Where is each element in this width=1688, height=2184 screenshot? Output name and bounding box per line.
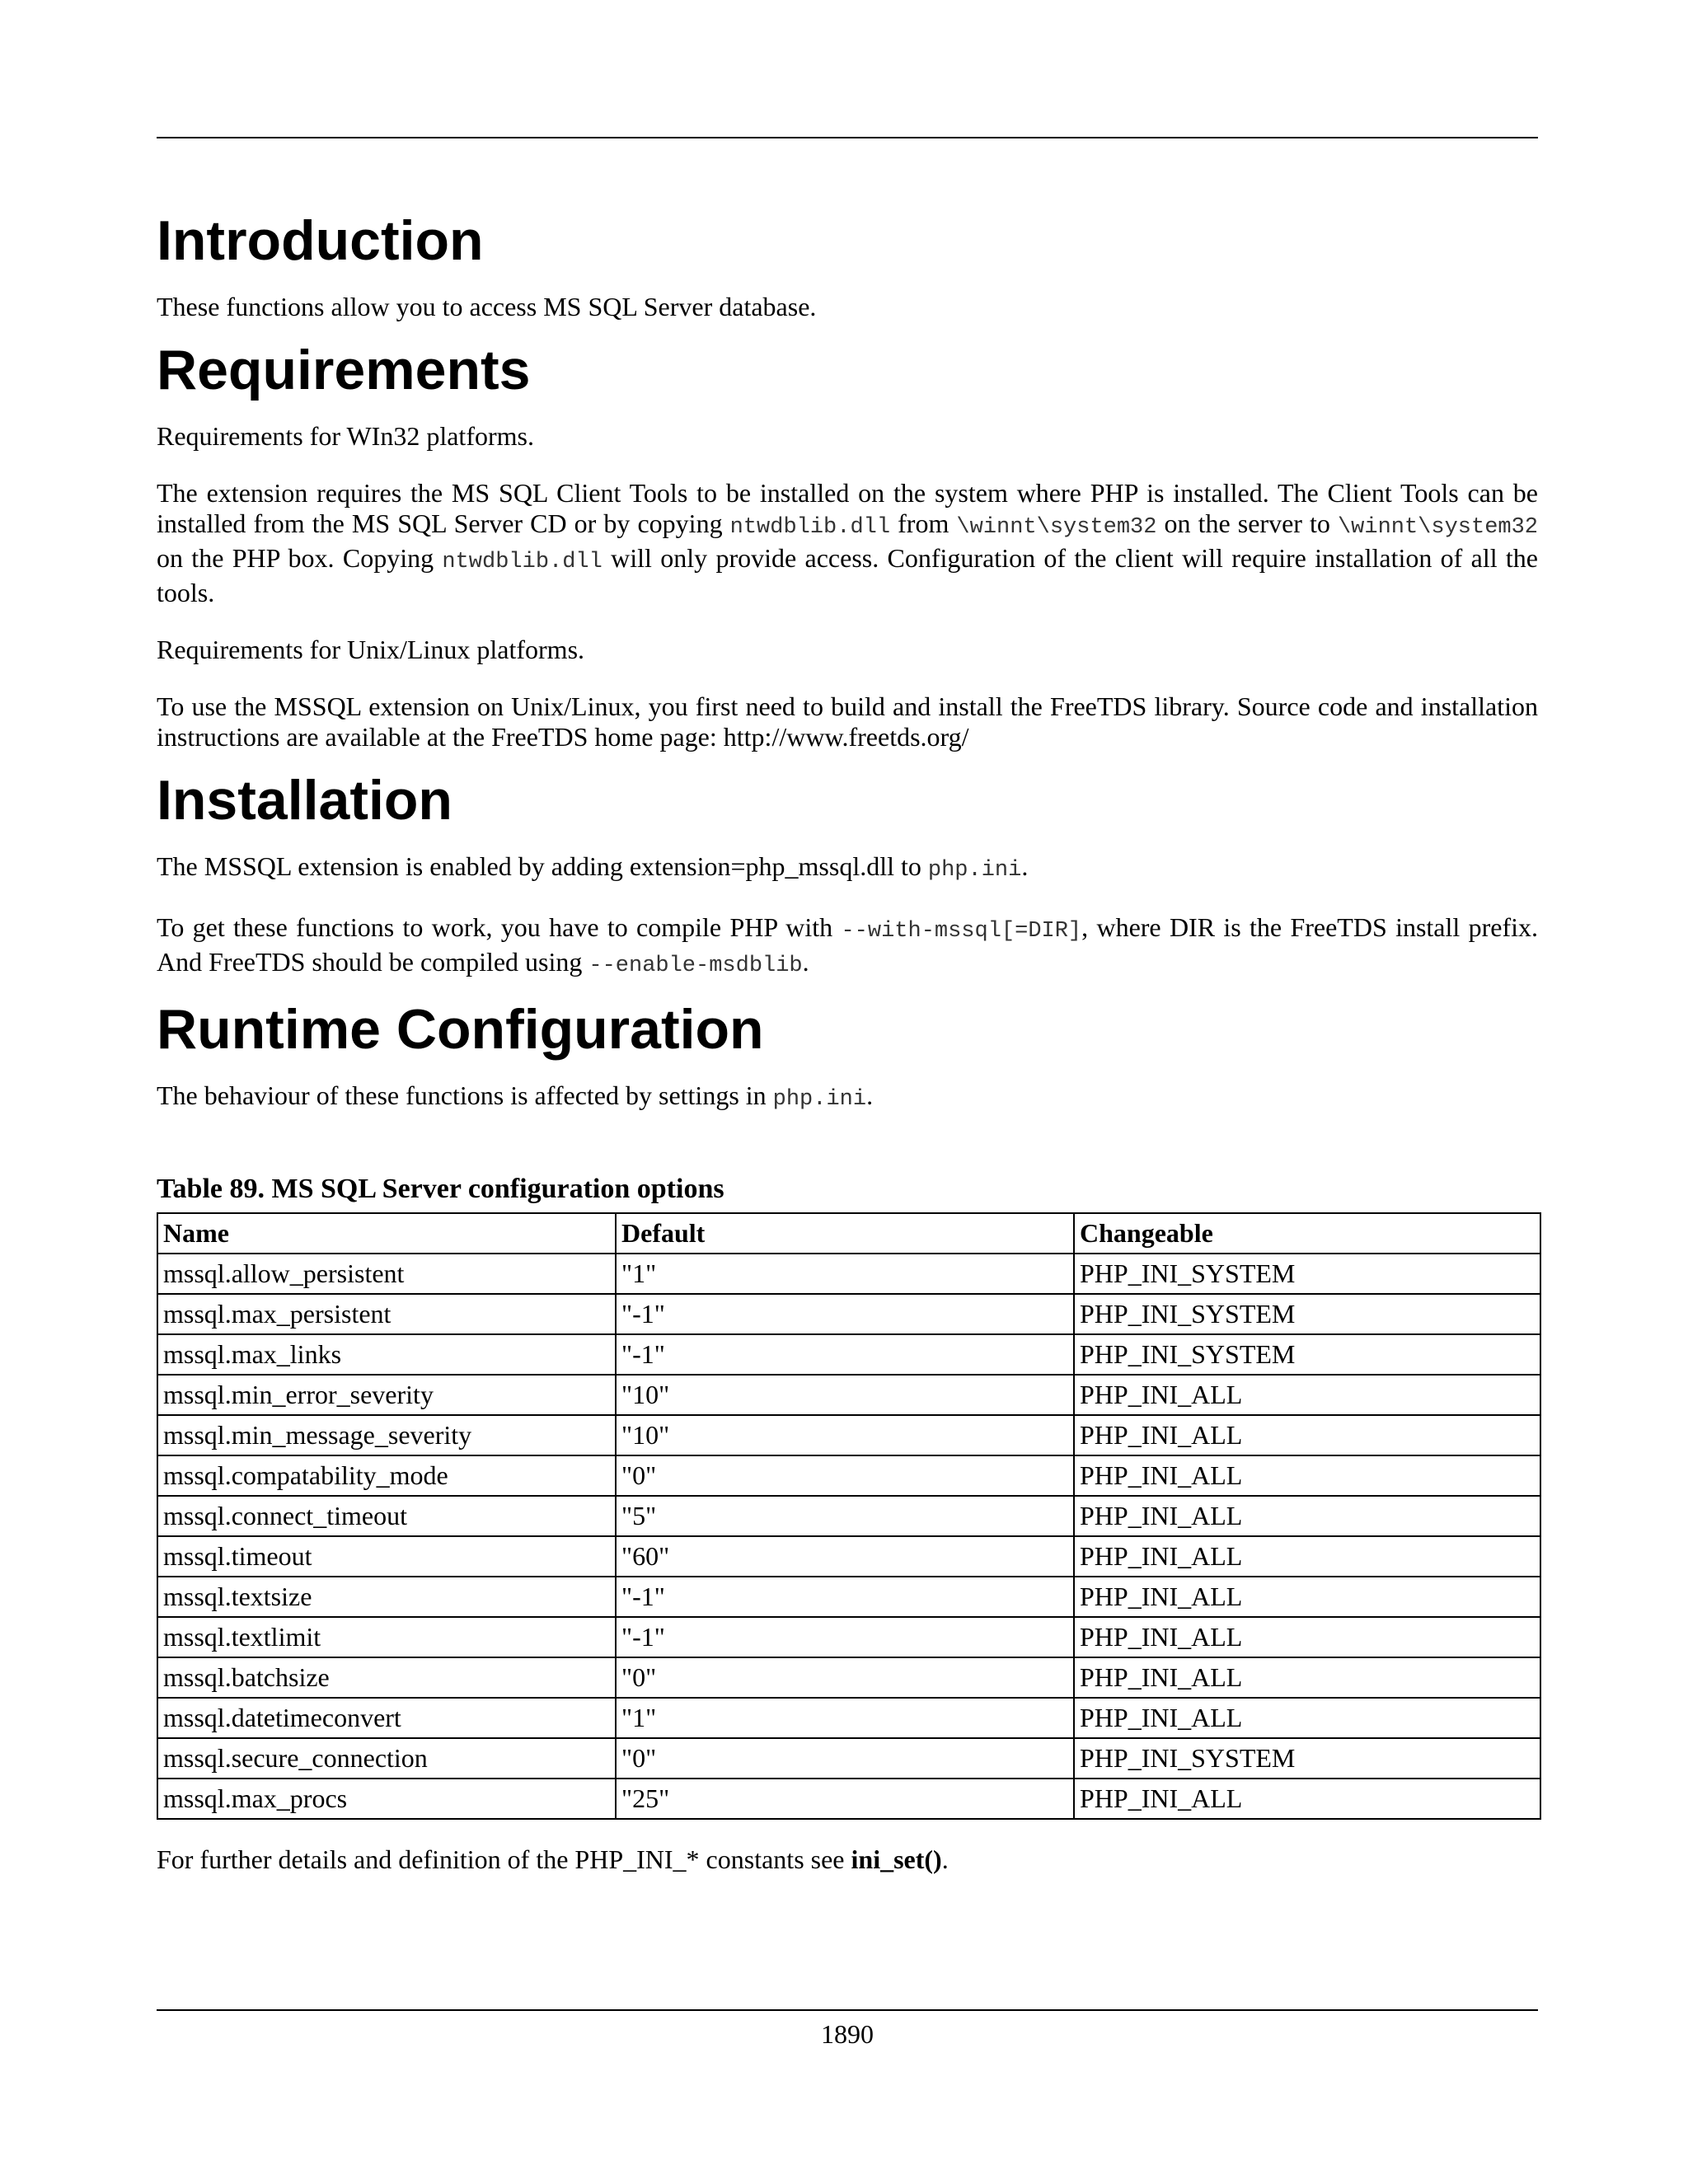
table-row — [157, 1536, 1540, 1577]
cell-name: mssql.compatability_mode — [157, 1455, 616, 1496]
cell-name: mssql.secure_connection — [157, 1738, 616, 1779]
cell-name: mssql.allow_persistent — [157, 1254, 616, 1294]
bottom-rule — [157, 2009, 1538, 2011]
cell-changeable: PHP_INI_ALL — [1074, 1698, 1540, 1738]
cell-default: "0" — [616, 1657, 1074, 1698]
ini-set-link[interactable]: ini_set() — [851, 1844, 942, 1874]
text: To get these functions to work, you have to compile PHP with — [157, 912, 842, 942]
table-row — [157, 1294, 1540, 1334]
cell-default: "10" — [616, 1375, 1074, 1415]
cell-default: "-1" — [616, 1334, 1074, 1375]
cell-changeable: PHP_INI_ALL — [1074, 1577, 1540, 1617]
cell-default: "0" — [616, 1738, 1074, 1779]
heading-runtime-configuration: Runtime Configuration — [157, 998, 764, 1061]
table-title: Table 89. MS SQL Server configuration options — [157, 1174, 724, 1204]
cell-changeable: PHP_INI_ALL — [1074, 1657, 1540, 1698]
column-header-default: Default — [616, 1213, 1074, 1254]
table-row — [157, 1254, 1540, 1294]
cell-default: "25" — [616, 1779, 1074, 1819]
code-enable-msdblib: --enable-msdblib — [588, 954, 803, 978]
cell-name: mssql.max_links — [157, 1334, 616, 1375]
table-row — [157, 1375, 1540, 1415]
req-win32-paragraph: Requirements for WIn32 platforms. — [157, 421, 534, 451]
code-with-mssql: --with-mssql[=DIR] — [841, 919, 1082, 944]
cell-default: "10" — [616, 1415, 1074, 1455]
text: For further details and definition of the PHP_INI_* constants see — [157, 1844, 851, 1874]
heading-requirements: Requirements — [157, 339, 531, 401]
text: . — [1021, 851, 1029, 881]
text: The extension requires the MS SQL Client Tools to be installed on the system where PHP is installed. The Client Tools can be installed from the MS SQL Server CD or by copying — [157, 478, 1538, 538]
cell-default: "5" — [616, 1496, 1074, 1536]
cell-name: mssql.max_procs — [157, 1779, 616, 1819]
cell-changeable: PHP_INI_ALL — [1074, 1779, 1540, 1819]
cell-changeable: PHP_INI_ALL — [1074, 1536, 1540, 1577]
table-row — [157, 1496, 1540, 1536]
text: will only provide access. Configuration of the client will require installation of all the tools. — [157, 543, 1539, 607]
table-row — [157, 1779, 1540, 1819]
text: The behaviour of these functions is affected by settings in — [157, 1080, 773, 1110]
page — [157, 0, 1538, 2184]
cell-name: mssql.textlimit — [157, 1617, 616, 1657]
table-row — [157, 1738, 1540, 1779]
cell-changeable: PHP_INI_SYSTEM — [1074, 1254, 1540, 1294]
heading-introduction: Introduction — [157, 209, 484, 272]
table-row — [157, 1455, 1540, 1496]
code-ntwdblib: ntwdblib.dll — [729, 515, 891, 540]
text: on the PHP box. Copying — [157, 543, 443, 573]
table-row — [157, 1577, 1540, 1617]
cell-default: "0" — [616, 1455, 1074, 1496]
config-options-table — [157, 1212, 1541, 1820]
intro-paragraph: These functions allow you to access MS SQL Server database. — [157, 292, 817, 321]
text: . — [941, 1844, 949, 1874]
text: . — [866, 1080, 874, 1110]
footnote — [157, 1844, 1538, 1875]
text: . — [802, 947, 809, 977]
runtime-paragraph — [157, 1080, 1538, 1115]
cell-changeable: PHP_INI_ALL — [1074, 1455, 1540, 1496]
text: , where DIR is the FreeTDS install prefix. And FreeTDS should be compiled using — [157, 912, 1539, 977]
cell-name: mssql.connect_timeout — [157, 1496, 616, 1536]
page-number: 1890 — [821, 2019, 874, 2049]
column-header-name: Name — [157, 1213, 616, 1254]
req-freetds-paragraph: To use the MSSQL extension on Unix/Linux, you first need to build and install the FreeTDS library. Source code and installation instructions are available at the FreeTDS home page: http://www.freetds.org/ — [157, 691, 1538, 752]
cell-default: "1" — [616, 1254, 1074, 1294]
code-php-ini: php.ini — [927, 858, 1022, 883]
cell-default: "-1" — [616, 1294, 1074, 1334]
table-row — [157, 1334, 1540, 1375]
cell-name: mssql.min_error_severity — [157, 1375, 616, 1415]
cell-changeable: PHP_INI_ALL — [1074, 1375, 1540, 1415]
code-ntwdblib: ntwdblib.dll — [442, 550, 603, 574]
table-row — [157, 1415, 1540, 1455]
cell-changeable: PHP_INI_ALL — [1074, 1415, 1540, 1455]
cell-changeable: PHP_INI_ALL — [1074, 1617, 1540, 1657]
cell-name: mssql.textsize — [157, 1577, 616, 1617]
content — [157, 208, 1538, 1901]
table-row — [157, 1657, 1540, 1698]
table-body — [157, 1254, 1540, 1819]
cell-name: mssql.timeout — [157, 1536, 616, 1577]
code-system32-path: \winnt\system32 — [1337, 515, 1539, 540]
cell-changeable: PHP_INI_SYSTEM — [1074, 1738, 1540, 1779]
text: on the server to — [1156, 509, 1338, 538]
code-system32-path: \winnt\system32 — [956, 515, 1157, 540]
req-client-tools-paragraph — [157, 478, 1538, 608]
cell-changeable: PHP_INI_SYSTEM — [1074, 1294, 1540, 1334]
table-header-row — [157, 1213, 1540, 1254]
cell-name: mssql.max_persistent — [157, 1294, 616, 1334]
text: from — [890, 509, 957, 538]
install-ini-paragraph — [157, 851, 1538, 886]
text: The MSSQL extension is enabled by adding extension=php_mssql.dll to — [157, 851, 928, 881]
cell-changeable: PHP_INI_SYSTEM — [1074, 1334, 1540, 1375]
table-row — [157, 1698, 1540, 1738]
table-row — [157, 1617, 1540, 1657]
cell-default: "-1" — [616, 1577, 1074, 1617]
column-header-changeable: Changeable — [1074, 1213, 1540, 1254]
cell-default: "-1" — [616, 1617, 1074, 1657]
heading-installation: Installation — [157, 769, 452, 832]
cell-name: mssql.batchsize — [157, 1657, 616, 1698]
install-compile-paragraph — [157, 912, 1538, 982]
code-php-ini: php.ini — [772, 1087, 867, 1112]
cell-default: "60" — [616, 1536, 1074, 1577]
cell-name: mssql.min_message_severity — [157, 1415, 616, 1455]
cell-changeable: PHP_INI_ALL — [1074, 1496, 1540, 1536]
req-unix-paragraph: Requirements for Unix/Linux platforms. — [157, 635, 585, 664]
cell-name: mssql.datetimeconvert — [157, 1698, 616, 1738]
top-rule — [157, 137, 1538, 138]
cell-default: "1" — [616, 1698, 1074, 1738]
